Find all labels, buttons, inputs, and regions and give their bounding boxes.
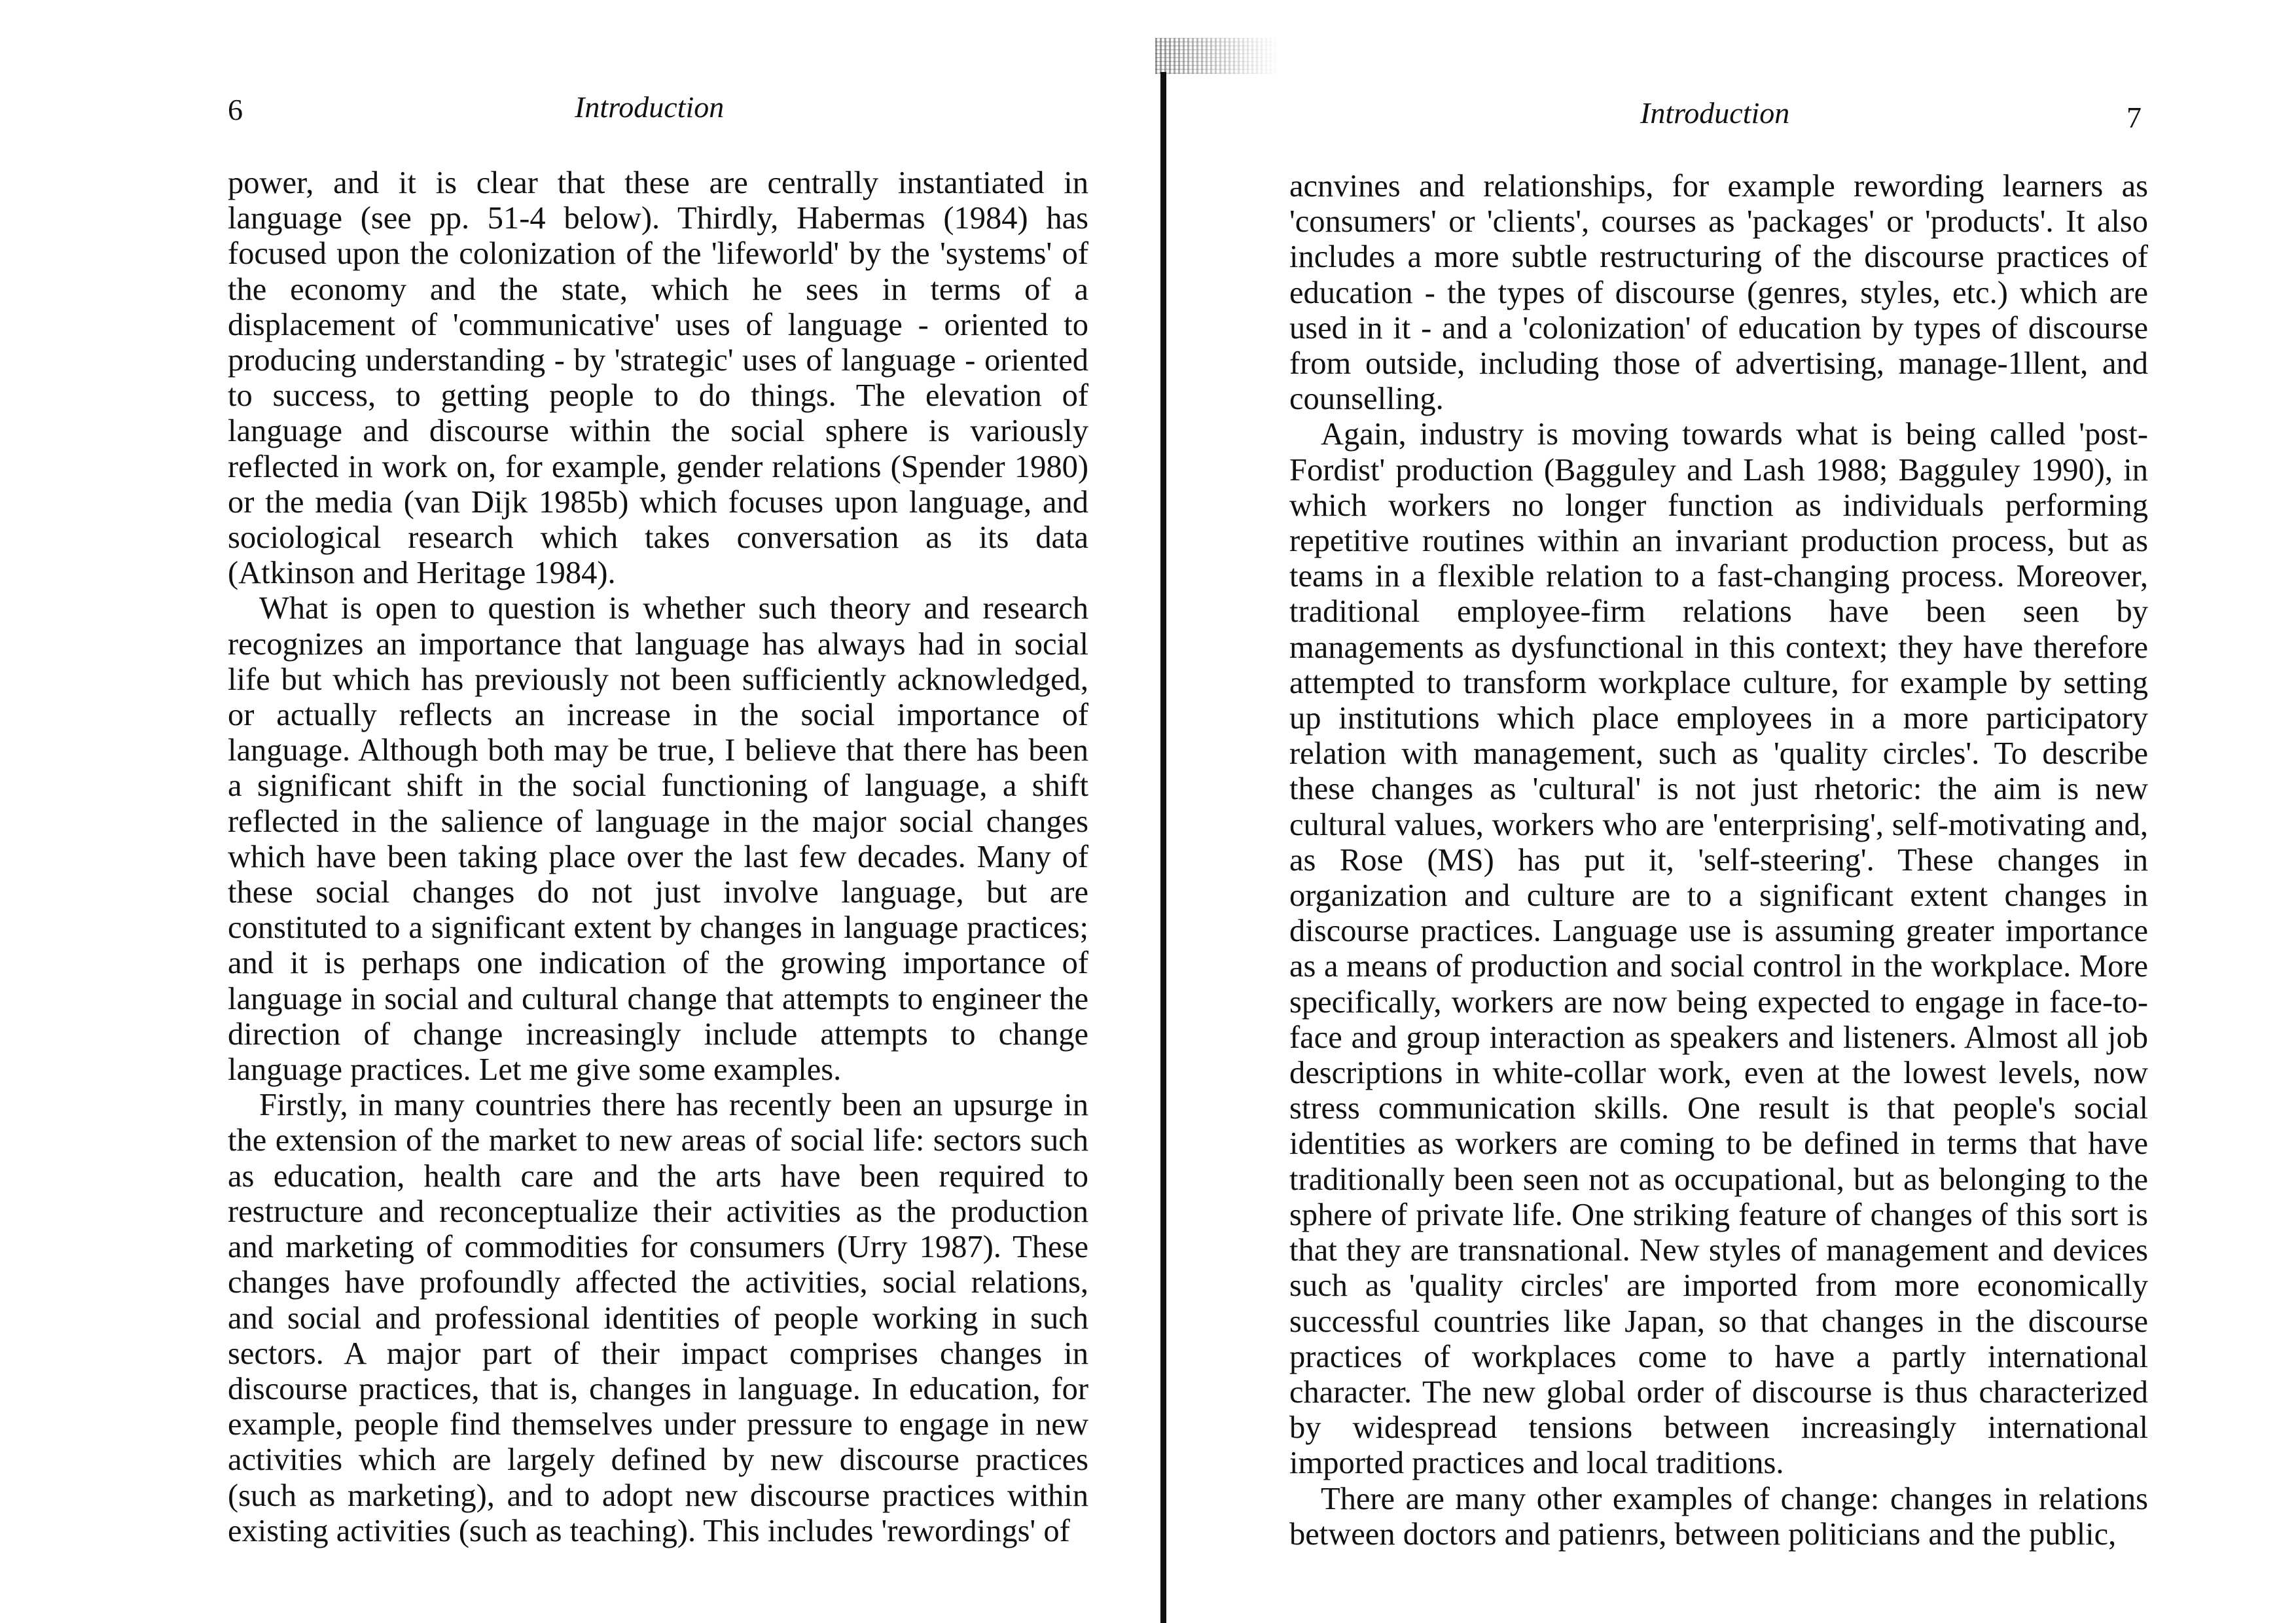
paragraph: What is open to question is whether such theory and research recognizes an importance that language has always had in social life but which has previously not been sufficiently acknowledged, or actually reflects an increase in the social importance of language. Although both may be true, I believe that there has been a significant shift in the social functioning of language, a shift reflected in the salience of language in the major social changes which have been taking place over the last few decades. Many of these social changes do not just involve language, but are constituted to a significant extent by changes in language practices; and it is perhaps one indication of the growing importance of language in social and cultural change that attempts to engineer the direction of change increasingly include attempts to change language practices. Let me give some examples. (228, 591, 1088, 1088)
page-number: 7 (2126, 101, 2142, 134)
right-page (1148, 0, 2296, 1623)
paragraph: There are many other examples of change: changes in relations between doctors and patienrs, between politicians and the public, (1289, 1481, 2148, 1552)
page-number: 6 (228, 93, 243, 126)
paragraph: Again, industry is moving towards what is being called 'post-Fordist' production (Bagguley and Lash 1988; Bagguley 1990), in which workers no longer function as individuals performing repetitive routines within an invariant production process, but as teams in a flexible relation to a fast-changing process. Moreover, traditional employee-firm relations have been seen by managements as dysfunctional in this context; they have therefore attempted to transform workplace culture, for example by setting up institutions which place employees in a more participatory relation with management, such as 'quality circles'. To describe these changes as 'cultural' is not just rhetoric: the aim is new cultural values, workers who are 'enterprising', self-motivating and, as Rose (MS) has put it, 'self-steering'. These changes in organization and culture are to a significant extent changes in discourse practices. Language use is assuming greater importance as a means of production and social control in the workplace. More specifically, workers are now being expected to engage in face-to-face and group interaction as speakers and listeners. Almost all job descriptions in white-collar work, even at the lowest levels, now stress communication skills. One result is that people's social identities as workers are coming to be defined in terms that have traditionally been seen not as occupational, but as belonging to the sphere of private life. One striking feature of changes of this sort is that they are transnational. New styles of management and devices such as 'quality circles' are imported from more economically successful countries like Japan, so that changes in the discourse practices of workplaces come to have a partly international character. The new global order of discourse is thus characterized by widespread tensions between increasingly international imported practices and local traditions. (1289, 417, 2148, 1481)
paragraph: Firstly, in many countries there has recently been an upsurge in the extension of the market to new areas of social life: sectors such as education, health care and the arts have been required to restructure and reconceptualize their activities as the production and marketing of commodities for consumers (Urry 1987). These changes have profoundly affected the activities, social relations, and social and professional identities of people working in such sectors. A major part of their impact comprises changes in discourse practices, that is, changes in language. In education, for example, people find themselves under pressure to engage in new activities which are largely defined by new discourse practices (such as marketing), and to adopt new discourse practices within existing activities (such as teaching). This includes 'rewordings' of (228, 1088, 1088, 1548)
body-text (228, 166, 1088, 1549)
paragraph: acnvines and relationships, for example rewording learners as 'consumers' or 'clients', courses as 'packages' or 'products'. It also includes a more subtle restructuring of the discourse practices of education - the types of discourse (genres, styles, etc.) which are used in it - and a 'colonization' of education by types of discourse from outside, including those of advertising, manage-1llent, and counselling. (1289, 169, 2148, 417)
running-head: Introduction (1640, 96, 1790, 130)
paragraph: power, and it is clear that these are centrally instantiated in language (see pp. 51-4 below). Thirdly, Habermas (1984) has focused upon the colonization of the 'lifeworld' by the 'systems' of the economy and the state, which he sees in terms of a displacement of 'communicative' uses of language - oriented to producing understanding - by 'strategic' uses of language - oriented to success, to getting people to do things. The elevation of language and discourse within the social sphere is variously reflected in work on, for example, gender relations (Spender 1980) or the media (van Dijk 1985b) which focuses upon language, and sociological research which takes conversation as its data (Atkinson and Heritage 1984). (228, 166, 1088, 591)
body-text (1289, 169, 2148, 1552)
running-head: Introduction (575, 90, 725, 124)
